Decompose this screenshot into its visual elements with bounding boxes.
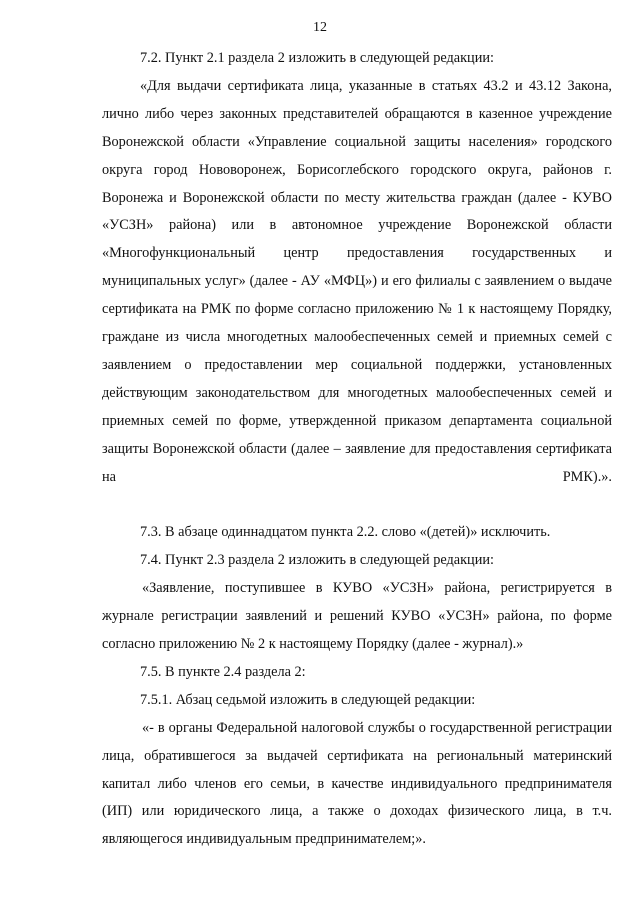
paragraph-7-2: 7.2. Пункт 2.1 раздела 2 изложить в следующей редакции:: [140, 50, 494, 66]
paragraph-7-3: 7.3. В абзаце одиннадцатом пункта 2.2. слово «(детей)» исключить.: [140, 524, 551, 541]
paragraph-7th-abzac-quote: «- в органы Федеральной налоговой службы о государственной регистрации лица, обратившегося за выдачей сертификата на региональный материнский капитал либо членов его семьи, в качестве индивидуального предпринимателя (ИП) или юридического лица, а также о доходах физического лица, в т.ч. являющегося индивидуальным предпринимателем;».: [102, 719, 612, 848]
paragraph-7-4: 7.4. Пункт 2.3 раздела 2 изложить в следующей редакции:: [140, 552, 494, 569]
paragraph-2-3-quote: «Заявление, поступившее в КУВО «УСЗН» района, регистрируется в журнале регистрации заявлений и решений КУВО «УСЗН» района, по форме согласно приложению № 2 к настоящему Порядку (далее - журнал).»: [102, 580, 612, 653]
paragraph-7-5-1: 7.5.1. Абзац седьмой изложить в следующей редакции:: [140, 691, 476, 708]
paragraph-2-1-quote: «Для выдачи сертификата лица, указанные в статьях 43.2 и 43.12 Закона, лично либо через законных представителей обращаются в казенное учреждение Воронежской области «Управление социальной защиты населения» городского округа город Нововоронеж, Борисоглебского городского округа, районов г. Воронежа и Воронежской области по месту жительства граждан (далее - КУВО «УСЗН» района) или в автономное учреждение Воронежской области «Многофункциональный центр предоставления государственных и муниципальных услуг» (далее - АУ «МФЦ») и его филиалы с заявлением о выдаче сертификата на РМК по форме согласно приложению № 1 к настоящему Порядку, граждане из числа многодетных малообеспеченных семей и приемных семей с заявлением о предоставлении мер социальной поддержки, установленных действующим законодательством для многодетных малообеспеченных семей и приемных семей по форме, утвержденной приказом департамента социальной защиты Воронежской области (далее – заявление для предоставления сертификата на РМК).».: [102, 77, 612, 485]
document-body: [102, 45, 612, 854]
page-number: 12: [313, 20, 327, 35]
paragraph-7-5: 7.5. В пункте 2.4 раздела 2:: [140, 663, 306, 680]
